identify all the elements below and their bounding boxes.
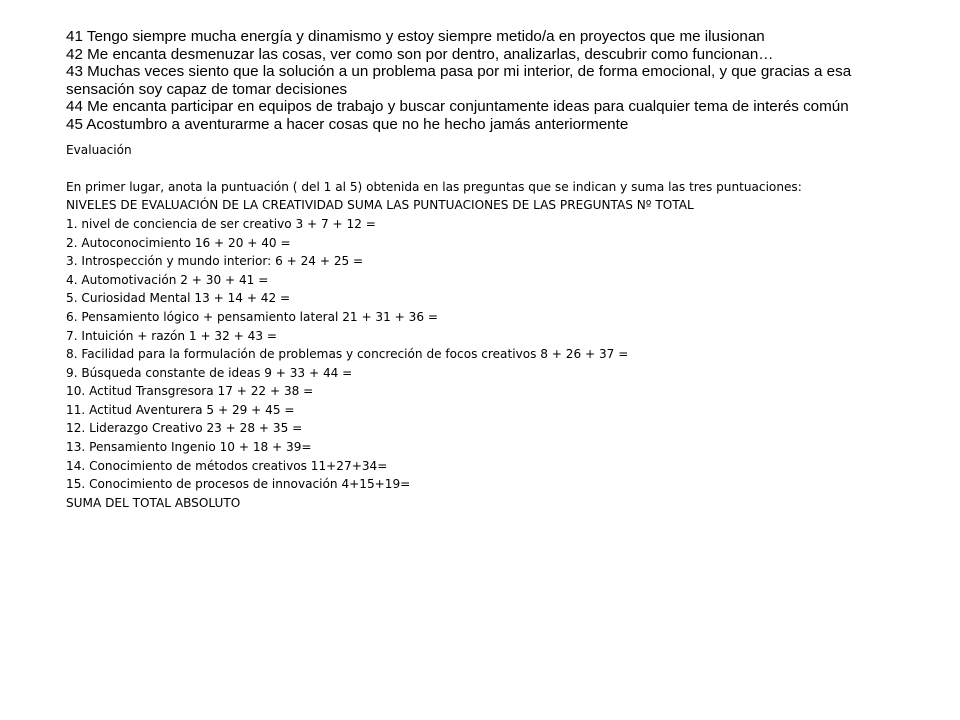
- questions-list: [66, 28, 896, 134]
- question-text: Muchas veces siento que la solución a un problema pasa por mi interior, de forma emocional, y que gracias a esa sensación soy capaz de tomar decisiones: [66, 63, 852, 98]
- question-number: 45: [66, 115, 83, 133]
- question-text: Acostumbro a aventurarme a hacer cosas que no he hecho jamás anteriormente: [86, 115, 629, 133]
- question-number: 42: [66, 45, 83, 63]
- total-label: SUMA DEL TOTAL ABSOLUTO: [66, 495, 241, 510]
- question-number: 43: [66, 63, 83, 81]
- level-item: 7. Intuición + razón 1 + 32 + 43 =: [66, 328, 278, 343]
- level-item: 3. Introspección y mundo interior: 6 + 24 + 25 =: [66, 254, 364, 269]
- evaluation-heading: Evaluación: [66, 142, 132, 157]
- level-item: 8. Facilidad para la formulación de problemas y concreción de focos creativos 8 + 26 + 37 =: [66, 347, 629, 362]
- question-item: [66, 46, 896, 64]
- level-item: 15. Conocimiento de procesos de innovación 4+15+19=: [66, 477, 411, 492]
- evaluation-table-header: NIVELES DE EVALUACIÓN DE LA CREATIVIDAD SUMA LAS PUNTUACIONES DE LAS PREGUNTAS Nº TOTAL: [66, 198, 694, 213]
- question-text: Me encanta participar en equipos de trabajo y buscar conjuntamente ideas para cualquier tema de interés común: [87, 98, 849, 116]
- slide-content: [66, 28, 896, 512]
- level-item: 2. Autoconocimiento 16 + 20 + 40 =: [66, 235, 291, 250]
- question-item: [66, 116, 896, 134]
- evaluation-instruction: En primer lugar, anota la puntuación ( del 1 al 5) obtenida en las preguntas que se indican y suma las tres puntuaciones:: [66, 179, 802, 194]
- level-item: 6. Pensamiento lógico + pensamiento lateral 21 + 31 + 36 =: [66, 309, 439, 324]
- level-item: 10. Actitud Transgresora 17 + 22 + 38 =: [66, 384, 314, 399]
- question-item: [66, 63, 896, 98]
- question-number: 41: [66, 28, 83, 45]
- question-item: [66, 98, 896, 116]
- level-item: 13. Pensamiento Ingenio 10 + 18 + 39=: [66, 440, 312, 455]
- evaluation-section: [66, 141, 896, 513]
- level-item: 9. Búsqueda constante de ideas 9 + 33 + 44 =: [66, 365, 353, 380]
- evaluation-levels-list: [66, 215, 896, 494]
- level-item: 4. Automotivación 2 + 30 + 41 =: [66, 272, 269, 287]
- level-item: 14. Conocimiento de métodos creativos 11+27+34=: [66, 458, 388, 473]
- level-item: 11. Actitud Aventurera 5 + 29 + 45 =: [66, 402, 295, 417]
- question-number: 44: [66, 98, 83, 116]
- level-item: 5. Curiosidad Mental 13 + 14 + 42 =: [66, 291, 291, 306]
- question-text: Me encanta desmenuzar las cosas, ver como son por dentro, analizarlas, descubrir como funcionan…: [87, 45, 774, 63]
- level-item: 1. nivel de conciencia de ser creativo 3 + 7 + 12 =: [66, 216, 376, 231]
- level-item: 12. Liderazgo Creativo 23 + 28 + 35 =: [66, 421, 303, 436]
- question-text: Tengo siempre mucha energía y dinamismo y estoy siempre metido/a en proyectos que me ilusionan: [86, 28, 765, 45]
- question-item: [66, 28, 896, 46]
